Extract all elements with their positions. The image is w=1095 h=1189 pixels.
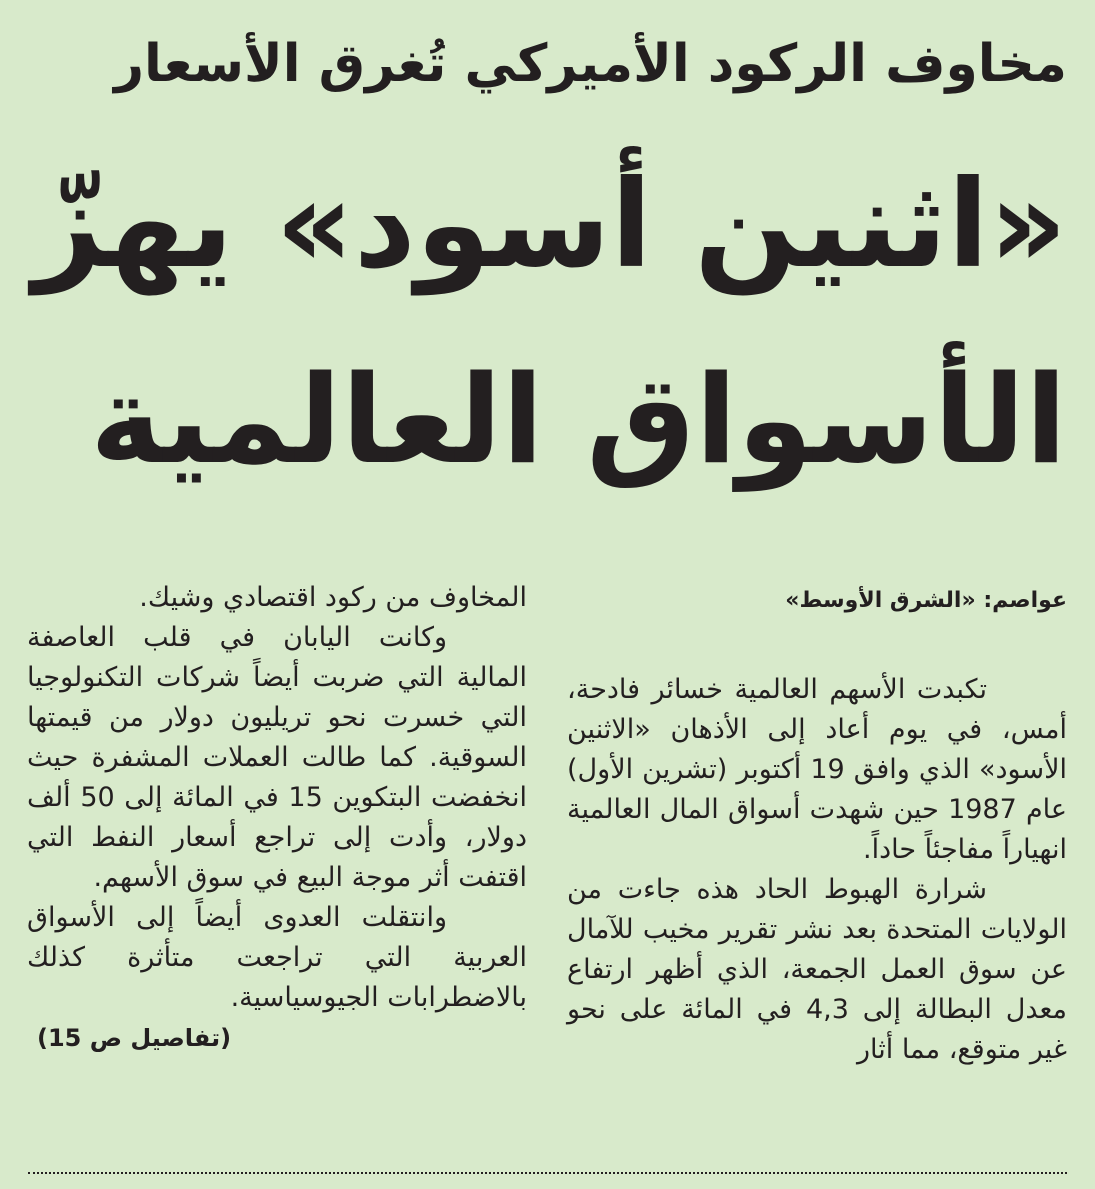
body-paragraph: تكبدت الأسهم العالمية خسائر فادحة، أمس، في يوم أعاد إلى الأذهان «الاثنين الأسود» الذي وافق 19 أكتوبر (تشرين الأول) عام 1987 حين شهدت أسواق المال العالمية انهياراً مفاجئاً حاداً. — [567, 674, 1068, 865]
body-paragraph: وكانت اليابان في قلب العاصفة المالية التي ضربت أيضاً شركات التكنولوجيا التي خسرت نحو تريليون دولار من قيمتها السوقية. كما طالت العملات المشفرة حيث انخفضت البتكوين 15 في المائة إلى 50 ألف دولار، وأدت إلى تراجع أسعار النفط التي اقتفت أثر موجة البيع في سوق الأسهم. — [27, 622, 527, 893]
body-paragraph: المخاوف من ركود اقتصادي وشيك. — [139, 582, 527, 613]
main-headline-line-2: الأسواق العالمية — [90, 349, 1067, 491]
kicker-headline: مخاوف الركود الأميركي تُغرق الأسعار — [114, 34, 1067, 94]
body-column-left — [27, 578, 527, 1058]
details-reference: (تفاصيل ص 15) — [37, 1024, 232, 1052]
article-body — [27, 578, 1067, 1148]
body-column-right — [567, 578, 1067, 1070]
body-paragraph: وانتقلت العدوى أيضاً إلى الأسواق العربية التي تراجعت متأثرة كذلك بالاضطرابات الجيوسياسية. — [27, 902, 527, 1013]
bottom-divider — [28, 1172, 1067, 1174]
byline: عواصم: «الشرق الأوسط» — [785, 588, 1067, 613]
main-headline-line-1: «اثنين أسود» يهزّ — [32, 154, 1067, 295]
body-paragraph: شرارة الهبوط الحاد هذه جاءت من الولايات المتحدة بعد نشر تقرير مخيب للآمال عن سوق العمل الجمعة، الذي أظهر ارتفاع معدل البطالة إلى 4,3 في المائة على نحو غير متوقع، مما أثار — [567, 874, 1067, 1065]
